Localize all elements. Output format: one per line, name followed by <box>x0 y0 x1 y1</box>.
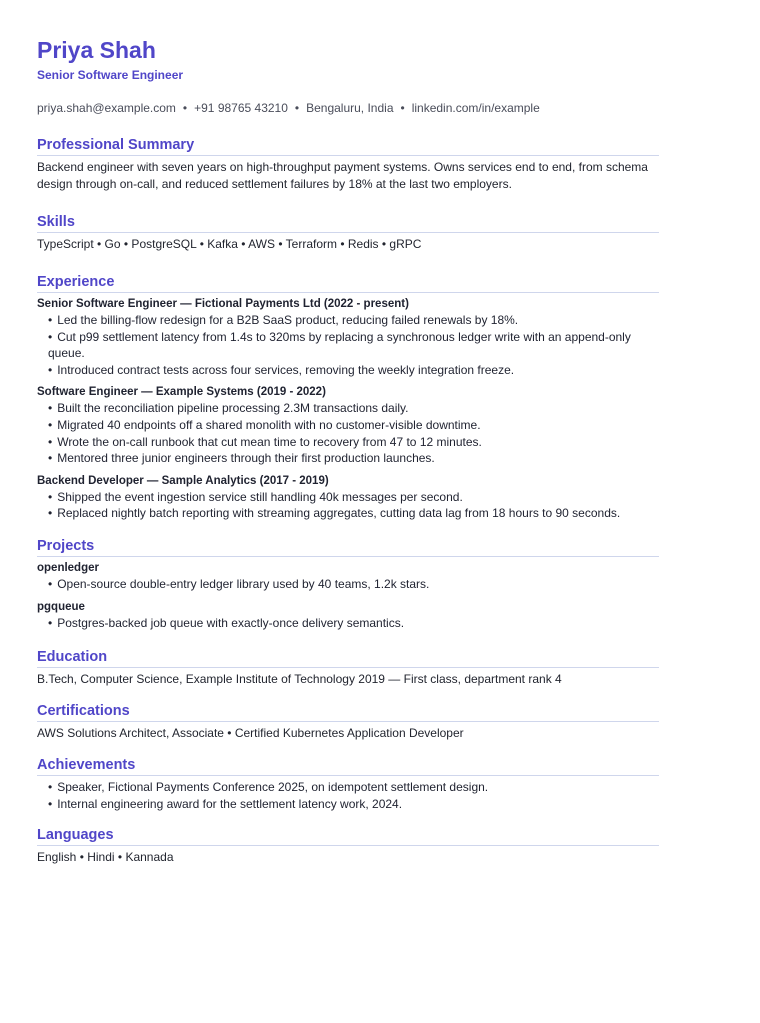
certifications-text: AWS Solutions Architect, Associate • Certified Kubernetes Application Developer <box>37 726 464 741</box>
job-bullet: • Migrated 40 endpoints off a shared monolith with no customer-visible downtime. <box>48 417 659 434</box>
project-name: openledger <box>37 561 99 574</box>
contact-separator: • <box>182 101 188 115</box>
contact-separator: • <box>294 101 300 115</box>
section-heading: Experience <box>37 274 659 293</box>
achievements-section <box>37 757 659 812</box>
job-title: Backend Developer — Sample Analytics (2017 - 2019) <box>37 474 329 487</box>
projects-section <box>37 538 659 631</box>
section-heading: Achievements <box>37 757 659 776</box>
section-heading: Languages <box>37 827 659 846</box>
contact-phone: +91 98765 43210 <box>194 101 288 115</box>
job-bullet: • Built the reconciliation pipeline processing 2.3M transactions daily. <box>48 400 659 417</box>
summary-section <box>37 137 659 193</box>
job-bullet: • Shipped the event ingestion service still handling 40k messages per second. <box>48 489 659 506</box>
job-bullet: • Replaced nightly batch reporting with streaming aggregates, cutting data lag from 18 hours to 90 seconds. <box>48 505 659 522</box>
job-bullet: • Cut p99 settlement latency from 1.4s to 320ms by replacing a synchronous ledger write with an append-only queue. <box>48 329 659 362</box>
job-bullet: • Led the billing-flow redesign for a B2B SaaS product, reducing failed renewals by 18%. <box>48 312 659 329</box>
project-entry <box>37 560 659 593</box>
summary-text: Backend engineer with seven years on high-throughput payment systems. Owns services end to end, from schema design through on-call, and reduced settlement failures by 18% at the last two employers. <box>37 160 648 191</box>
achievement-bullet: • Speaker, Fictional Payments Conference 2025, on idempotent settlement design. <box>48 779 659 796</box>
job-bullet: • Mentored three junior engineers through their first production launches. <box>48 450 659 467</box>
project-bullet: • Postgres-backed job queue with exactly-once delivery semantics. <box>48 615 659 632</box>
section-heading: Projects <box>37 538 659 557</box>
job-title: Software Engineer — Example Systems (2019 - 2022) <box>37 386 326 399</box>
project-name: pgqueue <box>37 600 85 613</box>
section-heading: Professional Summary <box>37 137 659 156</box>
education-section <box>37 649 659 688</box>
contact-location: Bengaluru, India <box>306 101 394 115</box>
job-bullet: • Wrote the on-call runbook that cut mean time to recovery from 47 to 12 minutes. <box>48 434 659 451</box>
contact-linkedin: linkedin.com/in/example <box>411 101 540 115</box>
section-heading: Certifications <box>37 703 659 722</box>
candidate-title: Senior Software Engineer <box>37 68 184 82</box>
skills-section <box>37 214 659 253</box>
languages-section <box>37 827 659 866</box>
job-entry <box>37 473 659 522</box>
achievement-bullet: • Internal engineering award for the settlement latency work, 2024. <box>48 796 659 813</box>
job-title: Senior Software Engineer — Fictional Payments Ltd (2022 - present) <box>37 298 409 310</box>
languages-text: English • Hindi • Kannada <box>37 850 174 865</box>
experience-section <box>37 274 659 522</box>
section-heading: Education <box>37 649 659 668</box>
education-text: B.Tech, Computer Science, Example Institute of Technology 2019 — First class, department rank 4 <box>37 672 562 687</box>
contact-email: priya.shah@example.com <box>37 101 176 115</box>
project-bullet: • Open-source double-entry ledger library used by 40 teams, 1.2k stars. <box>48 576 659 593</box>
job-entry <box>37 296 659 378</box>
certifications-section <box>37 703 659 742</box>
job-entry <box>37 384 659 466</box>
job-bullet: • Introduced contract tests across four services, removing the weekly integration freeze. <box>48 362 659 379</box>
skills-text: TypeScript • Go • PostgreSQL • Kafka • AWS • Terraform • Redis • gRPC <box>37 237 422 251</box>
candidate-name: Priya Shah <box>37 37 156 63</box>
contact-line <box>37 101 659 116</box>
contact-separator: • <box>400 101 405 115</box>
project-entry <box>37 599 659 632</box>
section-heading: Skills <box>37 214 659 233</box>
